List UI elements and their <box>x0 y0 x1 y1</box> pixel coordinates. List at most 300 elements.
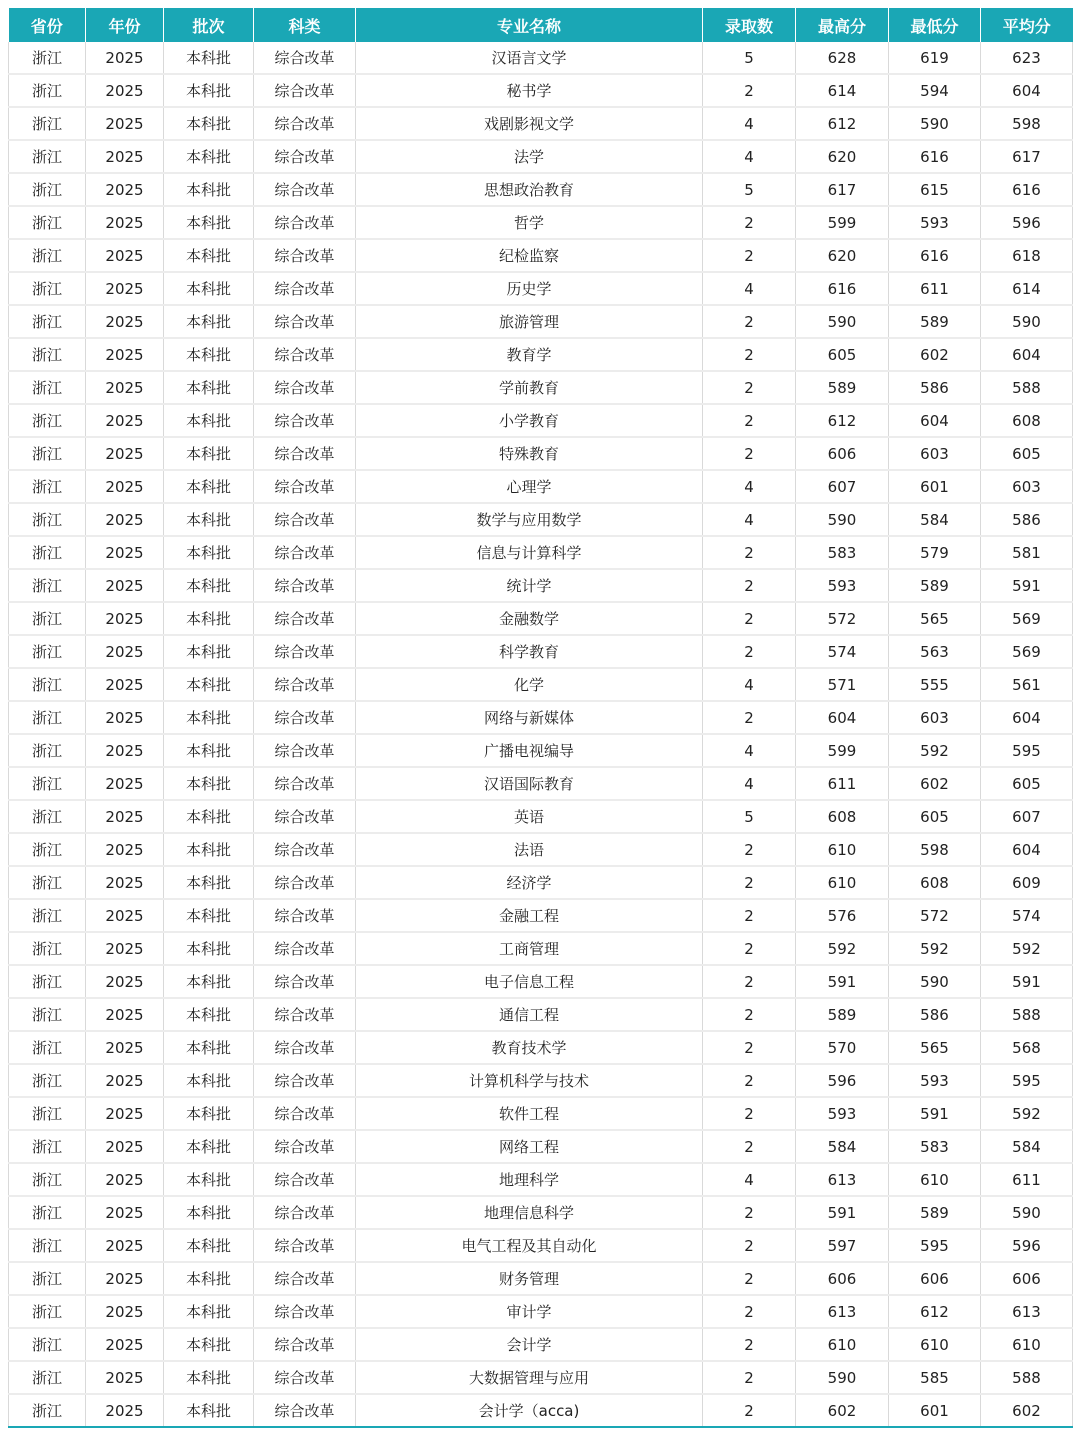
admitted-count-cell: 2 <box>703 404 796 437</box>
admitted-count-cell: 5 <box>703 800 796 833</box>
batch-cell: 本科批 <box>164 107 254 140</box>
min-score-cell: 619 <box>889 42 981 74</box>
admitted-count-cell: 4 <box>703 503 796 536</box>
year-cell: 2025 <box>86 470 164 503</box>
major-name-cell: 大数据管理与应用 <box>356 1361 703 1394</box>
batch-cell: 本科批 <box>164 1361 254 1394</box>
header-avg-score[interactable]: 平均分 <box>981 8 1073 42</box>
province-cell: 浙江 <box>9 1229 86 1262</box>
year-cell: 2025 <box>86 1229 164 1262</box>
table-row <box>9 1196 1073 1229</box>
avg-score-cell: 561 <box>981 668 1073 701</box>
year-cell: 2025 <box>86 668 164 701</box>
major-name-cell: 哲学 <box>356 206 703 239</box>
min-score-cell: 601 <box>889 470 981 503</box>
year-cell: 2025 <box>86 1361 164 1394</box>
major-name-cell: 计算机科学与技术 <box>356 1064 703 1097</box>
max-score-cell: 584 <box>796 1130 889 1163</box>
admitted-count-cell: 4 <box>703 767 796 800</box>
table-row <box>9 701 1073 734</box>
batch-cell: 本科批 <box>164 404 254 437</box>
year-cell: 2025 <box>86 1394 164 1427</box>
table-row <box>9 932 1073 965</box>
category-cell: 综合改革 <box>254 1064 356 1097</box>
avg-score-cell: 590 <box>981 1196 1073 1229</box>
max-score-cell: 576 <box>796 899 889 932</box>
min-score-cell: 555 <box>889 668 981 701</box>
category-cell: 综合改革 <box>254 536 356 569</box>
max-score-cell: 605 <box>796 338 889 371</box>
major-name-cell: 电气工程及其自动化 <box>356 1229 703 1262</box>
max-score-cell: 612 <box>796 107 889 140</box>
batch-cell: 本科批 <box>164 866 254 899</box>
table-row <box>9 338 1073 371</box>
table-row <box>9 1394 1073 1427</box>
category-cell: 综合改革 <box>254 305 356 338</box>
max-score-cell: 597 <box>796 1229 889 1262</box>
admitted-count-cell: 2 <box>703 338 796 371</box>
admitted-count-cell: 4 <box>703 734 796 767</box>
category-cell: 综合改革 <box>254 701 356 734</box>
batch-cell: 本科批 <box>164 899 254 932</box>
category-cell: 综合改革 <box>254 503 356 536</box>
min-score-cell: 598 <box>889 833 981 866</box>
avg-score-cell: 608 <box>981 404 1073 437</box>
table-row <box>9 1262 1073 1295</box>
admitted-count-cell: 2 <box>703 371 796 404</box>
major-name-cell: 纪检监察 <box>356 239 703 272</box>
table-row <box>9 1328 1073 1361</box>
major-name-cell: 心理学 <box>356 470 703 503</box>
avg-score-cell: 588 <box>981 1361 1073 1394</box>
batch-cell: 本科批 <box>164 305 254 338</box>
table-row <box>9 470 1073 503</box>
max-score-cell: 620 <box>796 239 889 272</box>
admitted-count-cell: 2 <box>703 1262 796 1295</box>
batch-cell: 本科批 <box>164 998 254 1031</box>
table-row <box>9 1031 1073 1064</box>
min-score-cell: 590 <box>889 107 981 140</box>
category-cell: 综合改革 <box>254 734 356 767</box>
avg-score-cell: 586 <box>981 503 1073 536</box>
year-cell: 2025 <box>86 767 164 800</box>
year-cell: 2025 <box>86 107 164 140</box>
min-score-cell: 589 <box>889 569 981 602</box>
table-row <box>9 965 1073 998</box>
category-cell: 综合改革 <box>254 107 356 140</box>
min-score-cell: 604 <box>889 404 981 437</box>
category-cell: 综合改革 <box>254 668 356 701</box>
max-score-cell: 583 <box>796 536 889 569</box>
table-row <box>9 833 1073 866</box>
year-cell: 2025 <box>86 800 164 833</box>
table-row <box>9 734 1073 767</box>
year-cell: 2025 <box>86 1196 164 1229</box>
header-max-score[interactable]: 最高分 <box>796 8 889 42</box>
max-score-cell: 596 <box>796 1064 889 1097</box>
province-cell: 浙江 <box>9 206 86 239</box>
avg-score-cell: 569 <box>981 602 1073 635</box>
max-score-cell: 590 <box>796 1361 889 1394</box>
batch-cell: 本科批 <box>164 42 254 74</box>
max-score-cell: 613 <box>796 1295 889 1328</box>
min-score-cell: 563 <box>889 635 981 668</box>
table-row <box>9 206 1073 239</box>
category-cell: 综合改革 <box>254 1031 356 1064</box>
year-cell: 2025 <box>86 635 164 668</box>
major-name-cell: 网络与新媒体 <box>356 701 703 734</box>
avg-score-cell: 602 <box>981 1394 1073 1427</box>
category-cell: 综合改革 <box>254 899 356 932</box>
min-score-cell: 583 <box>889 1130 981 1163</box>
year-cell: 2025 <box>86 734 164 767</box>
avg-score-cell: 592 <box>981 1097 1073 1130</box>
category-cell: 综合改革 <box>254 74 356 107</box>
major-name-cell: 地理科学 <box>356 1163 703 1196</box>
batch-cell: 本科批 <box>164 668 254 701</box>
avg-score-cell: 613 <box>981 1295 1073 1328</box>
table-row <box>9 1295 1073 1328</box>
max-score-cell: 592 <box>796 932 889 965</box>
avg-score-cell: 584 <box>981 1130 1073 1163</box>
year-cell: 2025 <box>86 239 164 272</box>
batch-cell: 本科批 <box>164 1229 254 1262</box>
admitted-count-cell: 2 <box>703 1361 796 1394</box>
min-score-cell: 610 <box>889 1328 981 1361</box>
batch-cell: 本科批 <box>164 1328 254 1361</box>
table-row <box>9 602 1073 635</box>
category-cell: 综合改革 <box>254 767 356 800</box>
max-score-cell: 590 <box>796 305 889 338</box>
major-name-cell: 信息与计算科学 <box>356 536 703 569</box>
category-cell: 综合改革 <box>254 1229 356 1262</box>
max-score-cell: 593 <box>796 569 889 602</box>
min-score-cell: 595 <box>889 1229 981 1262</box>
min-score-cell: 612 <box>889 1295 981 1328</box>
province-cell: 浙江 <box>9 1328 86 1361</box>
category-cell: 综合改革 <box>254 173 356 206</box>
category-cell: 综合改革 <box>254 602 356 635</box>
major-name-cell: 教育技术学 <box>356 1031 703 1064</box>
year-cell: 2025 <box>86 932 164 965</box>
category-cell: 综合改革 <box>254 1130 356 1163</box>
category-cell: 综合改革 <box>254 800 356 833</box>
major-name-cell: 旅游管理 <box>356 305 703 338</box>
table-row <box>9 569 1073 602</box>
admission-scores-sheet <box>8 8 1072 1428</box>
table-row <box>9 173 1073 206</box>
min-score-cell: 615 <box>889 173 981 206</box>
max-score-cell: 611 <box>796 767 889 800</box>
min-score-cell: 606 <box>889 1262 981 1295</box>
major-name-cell: 广播电视编导 <box>356 734 703 767</box>
admitted-count-cell: 4 <box>703 470 796 503</box>
table-row <box>9 1064 1073 1097</box>
table-row <box>9 371 1073 404</box>
year-cell: 2025 <box>86 1328 164 1361</box>
table-row <box>9 998 1073 1031</box>
batch-cell: 本科批 <box>164 1064 254 1097</box>
batch-cell: 本科批 <box>164 635 254 668</box>
province-cell: 浙江 <box>9 437 86 470</box>
year-cell: 2025 <box>86 701 164 734</box>
province-cell: 浙江 <box>9 1295 86 1328</box>
category-cell: 综合改革 <box>254 866 356 899</box>
min-score-cell: 594 <box>889 74 981 107</box>
province-cell: 浙江 <box>9 1163 86 1196</box>
avg-score-cell: 611 <box>981 1163 1073 1196</box>
min-score-cell: 590 <box>889 965 981 998</box>
max-score-cell: 610 <box>796 866 889 899</box>
year-cell: 2025 <box>86 602 164 635</box>
category-cell: 综合改革 <box>254 998 356 1031</box>
batch-cell: 本科批 <box>164 272 254 305</box>
batch-cell: 本科批 <box>164 1163 254 1196</box>
header-category[interactable]: 科类 <box>254 8 356 42</box>
province-cell: 浙江 <box>9 1361 86 1394</box>
admission-scores-table <box>8 8 1073 1428</box>
category-cell: 综合改革 <box>254 1262 356 1295</box>
province-cell: 浙江 <box>9 536 86 569</box>
avg-score-cell: 569 <box>981 635 1073 668</box>
table-row <box>9 404 1073 437</box>
year-cell: 2025 <box>86 1130 164 1163</box>
max-score-cell: 593 <box>796 1097 889 1130</box>
header-major-name[interactable]: 专业名称 <box>356 8 703 42</box>
major-name-cell: 法语 <box>356 833 703 866</box>
batch-cell: 本科批 <box>164 1097 254 1130</box>
major-name-cell: 数学与应用数学 <box>356 503 703 536</box>
min-score-cell: 593 <box>889 206 981 239</box>
category-cell: 综合改革 <box>254 1163 356 1196</box>
year-cell: 2025 <box>86 1031 164 1064</box>
admitted-count-cell: 2 <box>703 833 796 866</box>
province-cell: 浙江 <box>9 1031 86 1064</box>
province-cell: 浙江 <box>9 833 86 866</box>
avg-score-cell: 618 <box>981 239 1073 272</box>
province-cell: 浙江 <box>9 404 86 437</box>
year-cell: 2025 <box>86 206 164 239</box>
header-year[interactable]: 年份 <box>86 8 164 42</box>
province-cell: 浙江 <box>9 1064 86 1097</box>
year-cell: 2025 <box>86 305 164 338</box>
table-row <box>9 437 1073 470</box>
avg-score-cell: 588 <box>981 371 1073 404</box>
min-score-cell: 584 <box>889 503 981 536</box>
year-cell: 2025 <box>86 899 164 932</box>
table-row <box>9 74 1073 107</box>
province-cell: 浙江 <box>9 701 86 734</box>
admitted-count-cell: 2 <box>703 239 796 272</box>
table-row <box>9 536 1073 569</box>
category-cell: 综合改革 <box>254 965 356 998</box>
batch-cell: 本科批 <box>164 932 254 965</box>
admitted-count-cell: 5 <box>703 173 796 206</box>
category-cell: 综合改革 <box>254 239 356 272</box>
province-cell: 浙江 <box>9 866 86 899</box>
major-name-cell: 统计学 <box>356 569 703 602</box>
admitted-count-cell: 2 <box>703 437 796 470</box>
admitted-count-cell: 2 <box>703 536 796 569</box>
min-score-cell: 605 <box>889 800 981 833</box>
table-row <box>9 305 1073 338</box>
batch-cell: 本科批 <box>164 767 254 800</box>
year-cell: 2025 <box>86 404 164 437</box>
category-cell: 综合改革 <box>254 1295 356 1328</box>
major-name-cell: 学前教育 <box>356 371 703 404</box>
max-score-cell: 610 <box>796 1328 889 1361</box>
admitted-count-cell: 2 <box>703 1295 796 1328</box>
max-score-cell: 620 <box>796 140 889 173</box>
admitted-count-cell: 2 <box>703 74 796 107</box>
table-row <box>9 42 1073 74</box>
batch-cell: 本科批 <box>164 1394 254 1427</box>
max-score-cell: 570 <box>796 1031 889 1064</box>
admitted-count-cell: 2 <box>703 899 796 932</box>
province-cell: 浙江 <box>9 965 86 998</box>
min-score-cell: 611 <box>889 272 981 305</box>
min-score-cell: 586 <box>889 371 981 404</box>
max-score-cell: 599 <box>796 206 889 239</box>
table-body <box>9 42 1073 1427</box>
year-cell: 2025 <box>86 371 164 404</box>
major-name-cell: 化学 <box>356 668 703 701</box>
year-cell: 2025 <box>86 998 164 1031</box>
admitted-count-cell: 2 <box>703 206 796 239</box>
min-score-cell: 589 <box>889 305 981 338</box>
admitted-count-cell: 2 <box>703 866 796 899</box>
batch-cell: 本科批 <box>164 602 254 635</box>
province-cell: 浙江 <box>9 800 86 833</box>
province-cell: 浙江 <box>9 239 86 272</box>
admitted-count-cell: 2 <box>703 1031 796 1064</box>
min-score-cell: 601 <box>889 1394 981 1427</box>
major-name-cell: 审计学 <box>356 1295 703 1328</box>
avg-score-cell: 581 <box>981 536 1073 569</box>
year-cell: 2025 <box>86 272 164 305</box>
min-score-cell: 585 <box>889 1361 981 1394</box>
year-cell: 2025 <box>86 338 164 371</box>
max-score-cell: 591 <box>796 965 889 998</box>
avg-score-cell: 614 <box>981 272 1073 305</box>
min-score-cell: 572 <box>889 899 981 932</box>
table-row <box>9 866 1073 899</box>
major-name-cell: 特殊教育 <box>356 437 703 470</box>
province-cell: 浙江 <box>9 1394 86 1427</box>
max-score-cell: 610 <box>796 833 889 866</box>
avg-score-cell: 604 <box>981 833 1073 866</box>
batch-cell: 本科批 <box>164 206 254 239</box>
batch-cell: 本科批 <box>164 833 254 866</box>
year-cell: 2025 <box>86 965 164 998</box>
year-cell: 2025 <box>86 503 164 536</box>
province-cell: 浙江 <box>9 899 86 932</box>
major-name-cell: 会计学（acca) <box>356 1394 703 1427</box>
batch-cell: 本科批 <box>164 239 254 272</box>
category-cell: 综合改革 <box>254 1196 356 1229</box>
min-score-cell: 602 <box>889 767 981 800</box>
admitted-count-cell: 2 <box>703 602 796 635</box>
admitted-count-cell: 2 <box>703 1196 796 1229</box>
province-cell: 浙江 <box>9 338 86 371</box>
batch-cell: 本科批 <box>164 965 254 998</box>
admitted-count-cell: 2 <box>703 635 796 668</box>
table-row <box>9 635 1073 668</box>
avg-score-cell: 591 <box>981 569 1073 602</box>
batch-cell: 本科批 <box>164 1262 254 1295</box>
batch-cell: 本科批 <box>164 470 254 503</box>
category-cell: 综合改革 <box>254 833 356 866</box>
province-cell: 浙江 <box>9 371 86 404</box>
header-province[interactable]: 省份 <box>9 8 86 42</box>
avg-score-cell: 592 <box>981 932 1073 965</box>
avg-score-cell: 604 <box>981 701 1073 734</box>
avg-score-cell: 605 <box>981 437 1073 470</box>
avg-score-cell: 595 <box>981 734 1073 767</box>
admitted-count-cell: 2 <box>703 1064 796 1097</box>
major-name-cell: 电子信息工程 <box>356 965 703 998</box>
max-score-cell: 602 <box>796 1394 889 1427</box>
major-name-cell: 小学教育 <box>356 404 703 437</box>
max-score-cell: 617 <box>796 173 889 206</box>
max-score-cell: 614 <box>796 74 889 107</box>
header-admitted-count[interactable]: 录取数 <box>703 8 796 42</box>
table-row <box>9 668 1073 701</box>
batch-cell: 本科批 <box>164 1130 254 1163</box>
province-cell: 浙江 <box>9 635 86 668</box>
min-score-cell: 593 <box>889 1064 981 1097</box>
min-score-cell: 591 <box>889 1097 981 1130</box>
category-cell: 综合改革 <box>254 206 356 239</box>
category-cell: 综合改革 <box>254 1394 356 1427</box>
major-name-cell: 金融数学 <box>356 602 703 635</box>
max-score-cell: 616 <box>796 272 889 305</box>
header-batch[interactable]: 批次 <box>164 8 254 42</box>
table-row <box>9 1361 1073 1394</box>
min-score-cell: 565 <box>889 1031 981 1064</box>
max-score-cell: 589 <box>796 371 889 404</box>
major-name-cell: 地理信息科学 <box>356 1196 703 1229</box>
year-cell: 2025 <box>86 866 164 899</box>
category-cell: 综合改革 <box>254 1361 356 1394</box>
major-name-cell: 秘书学 <box>356 74 703 107</box>
major-name-cell: 会计学 <box>356 1328 703 1361</box>
max-score-cell: 572 <box>796 602 889 635</box>
avg-score-cell: 607 <box>981 800 1073 833</box>
province-cell: 浙江 <box>9 932 86 965</box>
min-score-cell: 616 <box>889 239 981 272</box>
batch-cell: 本科批 <box>164 140 254 173</box>
avg-score-cell: 616 <box>981 173 1073 206</box>
admitted-count-cell: 2 <box>703 569 796 602</box>
min-score-cell: 610 <box>889 1163 981 1196</box>
province-cell: 浙江 <box>9 140 86 173</box>
admitted-count-cell: 4 <box>703 107 796 140</box>
max-score-cell: 591 <box>796 1196 889 1229</box>
province-cell: 浙江 <box>9 173 86 206</box>
category-cell: 综合改革 <box>254 1097 356 1130</box>
major-name-cell: 教育学 <box>356 338 703 371</box>
batch-cell: 本科批 <box>164 74 254 107</box>
major-name-cell: 汉语国际教育 <box>356 767 703 800</box>
major-name-cell: 科学教育 <box>356 635 703 668</box>
category-cell: 综合改革 <box>254 1328 356 1361</box>
header-min-score[interactable]: 最低分 <box>889 8 981 42</box>
admitted-count-cell: 4 <box>703 668 796 701</box>
admitted-count-cell: 2 <box>703 1097 796 1130</box>
table-row <box>9 899 1073 932</box>
admitted-count-cell: 2 <box>703 998 796 1031</box>
